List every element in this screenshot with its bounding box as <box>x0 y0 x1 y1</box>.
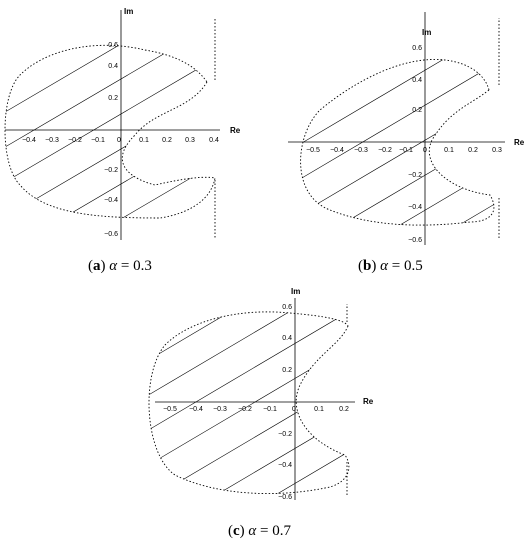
y-tick-label: 0.4 <box>412 77 422 84</box>
hatch-region-b <box>290 0 510 325</box>
region-boundary-c <box>149 312 349 494</box>
y-tick-label: −0.2 <box>278 431 292 438</box>
y-tick-label: 0.4 <box>108 63 118 70</box>
y-tick-label: −0.6 <box>278 494 292 501</box>
x-tick-label: 0.2 <box>339 406 349 413</box>
caption-equals: = <box>120 258 130 274</box>
y-tick-label: −0.2 <box>104 167 118 174</box>
y-tick-label: 0.4 <box>282 335 292 342</box>
x-tick-label: −0.4 <box>330 147 344 154</box>
x-axis-label-c: Re <box>363 397 374 406</box>
y-axis-label-a: Im <box>124 7 134 16</box>
x-tick-label: −0.5 <box>306 147 320 154</box>
y-tick-label: −0.2 <box>408 172 422 179</box>
caption-symbol: α <box>109 258 118 274</box>
hatch-region-c <box>140 235 360 550</box>
x-tick-label: −0.1 <box>263 406 277 413</box>
x-tick-label: 0.2 <box>468 147 478 154</box>
x-tick-label: −0.1 <box>399 147 413 154</box>
y-tick-label: 0.2 <box>282 367 292 374</box>
x-tick-label: 0.1 <box>444 147 454 154</box>
x-tick-label: 0.3 <box>492 147 502 154</box>
region-boundary-a <box>5 45 215 218</box>
caption-c: (c) α = 0.7 <box>228 523 292 539</box>
x-tick-label: −0.4 <box>22 137 36 144</box>
hatch-region-a <box>0 0 230 360</box>
y-tick-label: 0.6 <box>282 304 292 311</box>
caption-letter: c <box>233 523 240 539</box>
caption-symbol: α <box>248 523 257 539</box>
x-tick-label: −0.3 <box>213 406 227 413</box>
x-tick-label: 0.1 <box>139 137 149 144</box>
caption-a: (a) α = 0.3 <box>88 258 152 274</box>
x-tick-label: −0.4 <box>189 406 203 413</box>
x-axis-label-b: Re <box>514 138 525 147</box>
x-tick-label: 0.3 <box>185 137 195 144</box>
y-tick-label: −0.4 <box>104 197 118 204</box>
panel-b <box>288 0 525 325</box>
caption-letter: b <box>363 258 372 274</box>
y-tick-label: −0.6 <box>104 231 118 238</box>
x-tick-label: 0 <box>117 137 121 144</box>
y-tick-label: −0.4 <box>278 462 292 469</box>
caption-letter: a <box>93 258 101 274</box>
panel-c <box>140 235 374 550</box>
caption-b: (b) α = 0.5 <box>358 258 423 274</box>
x-tick-label: 0 <box>423 147 427 154</box>
y-axis-label-b: Im <box>422 28 432 37</box>
x-tick-label: 0 <box>292 406 296 413</box>
caption-value: 0.7 <box>272 523 292 539</box>
y-tick-label: 0.6 <box>108 42 118 49</box>
caption-symbol: α <box>380 258 388 274</box>
y-tick-label: 0.2 <box>412 107 422 114</box>
y-tick-label: −0.6 <box>408 237 422 244</box>
caption-equals: = <box>391 258 401 274</box>
x-axis-label-a: Re <box>230 126 241 135</box>
x-tick-label: 0.4 <box>209 137 219 144</box>
x-tick-label: −0.1 <box>91 137 105 144</box>
y-tick-label: −0.4 <box>408 204 422 211</box>
x-tick-label: −0.3 <box>354 147 368 154</box>
y-tick-label: 0.2 <box>108 95 118 102</box>
x-tick-label: −0.5 <box>163 406 177 413</box>
caption-value: 0.5 <box>403 258 423 274</box>
caption-equals: = <box>260 523 269 539</box>
panel-a <box>0 0 241 360</box>
x-tick-label: 0.1 <box>314 406 324 413</box>
y-axis-label-c: Im <box>291 287 301 296</box>
x-tick-label: −0.2 <box>238 406 252 413</box>
caption-value: 0.3 <box>133 258 152 274</box>
x-tick-label: −0.3 <box>45 137 59 144</box>
y-tick-label: 0.6 <box>412 45 422 52</box>
x-tick-label: −0.2 <box>68 137 82 144</box>
x-tick-label: 0.2 <box>162 137 172 144</box>
x-tick-label: −0.2 <box>378 147 392 154</box>
